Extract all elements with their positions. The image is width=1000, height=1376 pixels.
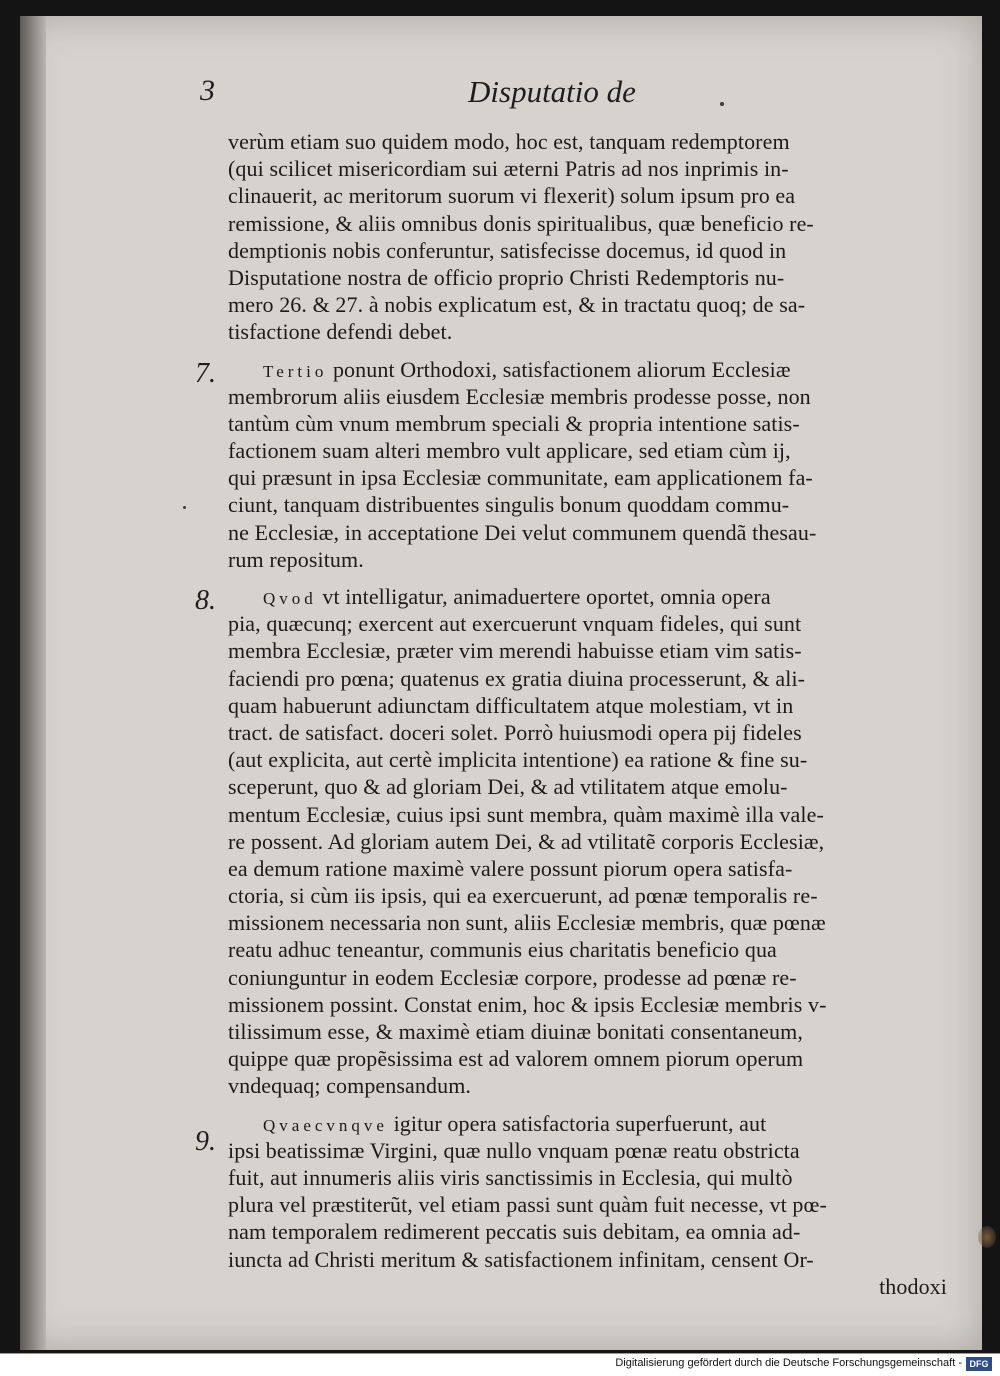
text-line: membrorum aliis eiusdem Ecclesiæ membris prodesse posse, non [228, 383, 811, 409]
line-text: ponunt Orthodoxi, satisfactionem aliorum Ecclesiæ [327, 356, 791, 382]
text-line: qui præsunt in ipsa Ecclesiæ communitate, eam applicationem fa- [228, 465, 813, 491]
text-line: quippe quæ propẽsissima est ad valorem omnem piorum operum [228, 1046, 804, 1072]
paragraph-7 [195, 356, 955, 574]
text-line: mentum Ecclesiæ, cuius ipsi sunt membra, quàm maximè illa vale- [228, 801, 824, 827]
text-line: vndequaq; compensandum. [228, 1073, 472, 1099]
page-header [200, 74, 670, 120]
paragraph-continuation [195, 128, 955, 346]
text-line [195, 356, 955, 383]
text-line [195, 583, 955, 610]
digitization-footer [0, 1353, 1000, 1376]
text-line: Disputatione nostra de officio proprio Christi Redemptoris nu- [228, 264, 785, 290]
text-line: (aut explicita, aut certè implicita intentione) ea ratione & fine su- [228, 747, 808, 773]
text-line: demptionis nobis conferuntur, satisfecisse docemus, id quod in [228, 237, 787, 263]
text-line: plura vel præstiterũt, vel etiam passi sunt quàm fuit necesse, vt pœ- [228, 1192, 827, 1218]
text-line: tilissimum esse, & maximè etiam diuinæ bonitati consentaneum, [228, 1019, 803, 1044]
ink-speck [183, 506, 186, 509]
text-line: membra Ecclesiæ, præter vim merendi habuisse etiam vim satis- [228, 638, 802, 664]
text-line: mero 26. & 27. à nobis explicatum est, & in tractatu quoq; de sa- [228, 292, 806, 318]
text-line: (qui scilicet misericordiam sui æterni Patris ad nos inprimis in- [228, 156, 789, 182]
book-page [20, 16, 982, 1350]
text-line: remissione, & aliis omnibus donis spiritualibus, quæ beneficio re- [228, 210, 814, 236]
text-line: rum repositum. [228, 546, 364, 572]
text-line: ne Ecclesiæ, in acceptatione Dei velut communem quendã thesau- [228, 519, 817, 545]
text-line: ipsi beatissimæ Virgini, quæ nullo vnquam pœnæ reatu obstricta [228, 1137, 800, 1163]
text-line: ea demum ratione maximè valere possunt piorum opera satisfa- [228, 855, 793, 881]
text-line: tract. de satisfact. doceri solet. Porrò huiusmodi opera pij fideles [228, 719, 802, 745]
ink-speck [720, 102, 724, 106]
lead-word: Qvod [263, 589, 317, 608]
text-line: missionem necessaria non sunt, aliis Ecclesiæ membris, quæ pœnæ [228, 910, 826, 936]
catchword: thodoxi [879, 1273, 947, 1299]
text-block [195, 128, 955, 1310]
text-line: verùm etiam suo quidem modo, hoc est, tanquam redemptorem [228, 129, 790, 154]
paragraph-9 [195, 1110, 955, 1300]
text-line: pia, quæcunq; exercent aut exercuerunt vnquam fideles, qui sunt [228, 611, 802, 637]
text-line: nam temporalem redimerent peccatis suis debitam, ea omnia ad- [228, 1219, 801, 1245]
paragraph-number: 9. [195, 1125, 216, 1157]
text-line: tisfactione defendi debet. [228, 319, 453, 345]
text-line: re possent. Ad gloriam autem Dei, & ad vtilitatẽ corporis Ecclesiæ, [228, 828, 825, 854]
text-line: ciunt, tanquam distribuentes singulis bonum quoddam commu- [228, 492, 790, 518]
text-line: factionem suam alteri membro vult applicare, sed etiam cùm ij, [228, 438, 791, 464]
footer-credit: Digitalisierung gefördert durch die Deutsche Forschungsgemeinschaft - [615, 1357, 962, 1369]
text-line: clinauerit, ac meritorum suorum vi flexerit) solum ipsum pro ea [228, 183, 796, 209]
line-text: vt intelligatur, animaduertere oportet, omnia opera [316, 584, 771, 609]
text-line: coniunguntur in eodem Ecclesiæ corpore, prodesse ad pœnæ re- [228, 964, 797, 990]
text-line: tantùm cùm vnum membrum speciali & propria intentione satis- [228, 410, 800, 436]
line-text: igitur opera satisfactoria superfuerunt, aut [387, 1110, 767, 1136]
page-number: 3 [200, 74, 215, 107]
text-line: quam habuerunt adiunctam difficultatem atque molestiam, vt in [228, 692, 794, 718]
text-line: reatu adhuc teneantur, communis eius charitatis beneficio qua [228, 937, 777, 963]
paragraph-number: 7. [195, 357, 216, 389]
lead-word: Qvaecvnqve [263, 1115, 388, 1135]
text-line: missionem possint. Constat enim, hoc & ipsis Ecclesiæ membris v- [228, 991, 827, 1017]
text-line: faciendi pro pœna; quatenus ex gratia diuina processerunt, & ali- [228, 665, 806, 691]
text-line: ctoria, si cùm iis ipsis, qui ea exercuerunt, ad pœnæ temporalis re- [228, 883, 818, 909]
text-line: iuncta ad Christi meritum & satisfactionem infinitam, censent Or- [228, 1246, 814, 1272]
book-spine-shadow [20, 16, 46, 1350]
text-line: sceperunt, quo & ad gloriam Dei, & ad vtilitatem atque emolu- [228, 774, 788, 800]
paragraph-number: 8. [195, 585, 216, 616]
lead-word: Tertio [263, 361, 328, 381]
text-line: fuit, aut innumeris aliis viris sanctissimis in Ecclesia, qui multò [228, 1164, 793, 1190]
page-stain [978, 1226, 996, 1248]
dfg-logo: DFG [966, 1357, 992, 1371]
paragraph-8 [195, 583, 955, 1100]
running-head: Disputatio de [468, 74, 636, 109]
text-line [195, 1110, 955, 1137]
